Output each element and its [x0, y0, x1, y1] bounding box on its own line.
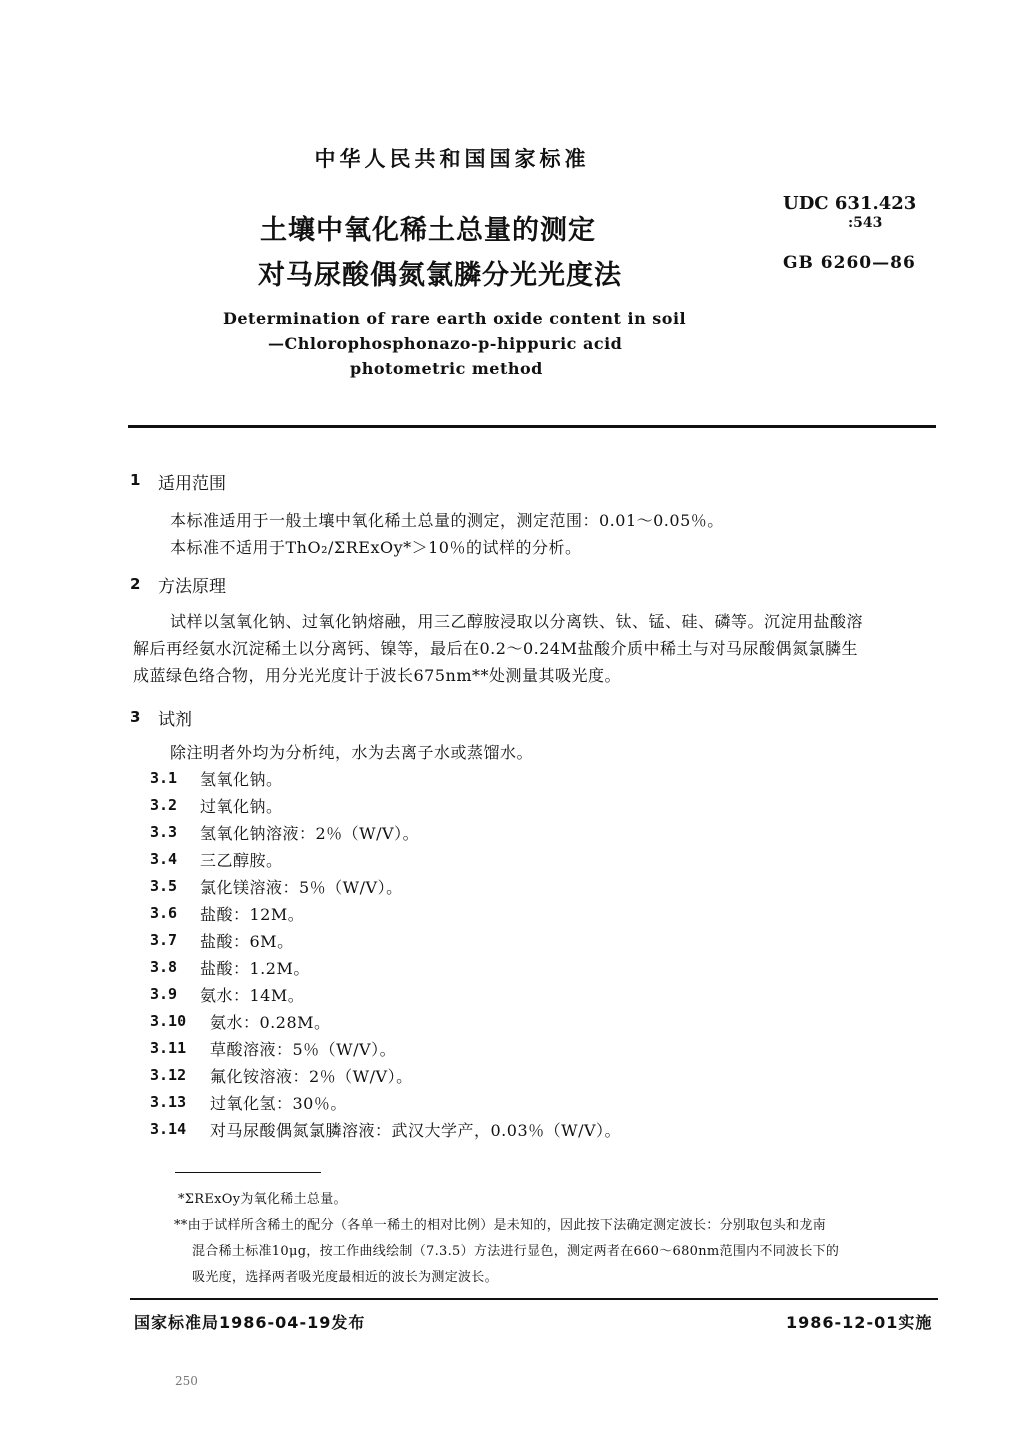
reagent-number: 3.7: [150, 931, 178, 949]
reagent-number: 3.11: [150, 1039, 187, 1057]
reagent-text: 过氧化钠。: [200, 797, 283, 816]
reagent-text: 三乙醇胺。: [200, 851, 283, 870]
footnote-divider: [175, 1172, 321, 1173]
section-2-title: 方法原理: [158, 577, 226, 597]
footer-divider: [130, 1298, 938, 1300]
reagent-text: 氯化镁溶液：5％（W/V）。: [200, 878, 403, 897]
reagent-number: 3.10: [150, 1012, 187, 1030]
reagent-text: 过氧化氢：30％。: [210, 1094, 347, 1113]
national-standard-heading: 中华人民共和国国家标准: [314, 147, 590, 171]
section-1-number: 1: [130, 471, 141, 489]
footnote-1: *ΣRExOy为氧化稀土总量。: [178, 1192, 347, 1207]
reagent-number: 3.5: [150, 877, 178, 895]
footnote-2-line3: 吸光度，选择两者吸光度最相近的波长为测定波长。: [192, 1270, 498, 1285]
reagent-number: 3.12: [150, 1066, 187, 1084]
title-en-line2: —Chlorophosphonazo-p-hippuric acid: [268, 334, 623, 353]
reagent-text: 盐酸：1.2M。: [200, 959, 310, 978]
gb-code: GB 6260—86: [783, 253, 916, 273]
section-2-line3: 成蓝绿色络合物，用分光光度计于波长675nm**处测量其吸光度。: [133, 666, 622, 685]
reagent-number: 3.1: [150, 769, 178, 787]
reagent-text: 氨水：0.28M。: [210, 1013, 331, 1032]
page-number: 250: [175, 1374, 198, 1388]
section-3-number: 3: [130, 708, 141, 726]
section-2-number: 2: [130, 575, 141, 593]
title-en-line3: photometric method: [350, 359, 543, 378]
reagent-text: 氟化铵溶液：2％（W/V）。: [210, 1067, 413, 1086]
udc-sub: :543: [848, 215, 883, 231]
reagent-text: 盐酸：12M。: [200, 905, 305, 924]
section-1-line2: 本标准不适用于ThO₂/ΣRExOy*＞10％的试样的分析。: [170, 538, 582, 557]
reagent-text: 草酸溶液：5％（W/V）。: [210, 1040, 397, 1059]
reagent-number: 3.4: [150, 850, 178, 868]
title-cn-line1: 土壤中氧化稀土总量的测定: [260, 215, 596, 246]
reagent-text: 氢氧化钠溶液：2％（W/V）。: [200, 824, 420, 843]
effective-date: 1986-12-01实施: [786, 1313, 933, 1332]
reagent-text: 氢氧化钠。: [200, 770, 283, 789]
title-cn-line2: 对马尿酸偶氮氯膦分光光度法: [258, 260, 622, 291]
reagent-number: 3.8: [150, 958, 178, 976]
reagent-number: 3.2: [150, 796, 178, 814]
header-divider: [128, 425, 936, 428]
section-3-intro: 除注明者外均为分析纯，水为去离子水或蒸馏水。: [170, 743, 534, 762]
reagent-text: 盐酸：6M。: [200, 932, 294, 951]
section-2-line1: 试样以氢氧化钠、过氧化钠熔融，用三乙醇胺浸取以分离铁、钛、锰、硅、磷等。沉淀用盐酸溶: [170, 612, 864, 631]
reagent-number: 3.13: [150, 1093, 187, 1111]
reagent-text: 对马尿酸偶氮氯膦溶液：武汉大学产，0.03％（W/V）。: [210, 1121, 622, 1140]
reagent-number: 3.14: [150, 1120, 187, 1138]
section-2-line2: 解后再经氨水沉淀稀土以分离钙、镍等，最后在0.2～0.24M盐酸介质中稀土与对马尿酸偶氮氯膦生: [133, 639, 858, 658]
footnote-2-line1: **由于试样所含稀土的配分（各单一稀土的相对比例）是未知的，因此按下法确定测定波长：分别取包头和龙南: [174, 1218, 827, 1233]
issue-date: 国家标准局1986-04-19发布: [134, 1313, 366, 1332]
reagent-text: 氨水：14M。: [200, 986, 305, 1005]
footnote-2-line2: 混合稀土标准10μg，按工作曲线绘制（7.3.5）方法进行显色，测定两者在660～680nm范围内不同波长下的: [192, 1244, 840, 1259]
reagent-number: 3.3: [150, 823, 178, 841]
reagent-number: 3.9: [150, 985, 178, 1003]
section-3-title: 试剂: [158, 710, 192, 730]
title-en-line1: Determination of rare earth oxide content in soil: [223, 309, 687, 328]
section-1-title: 适用范围: [158, 474, 226, 494]
section-1-line1: 本标准适用于一般土壤中氧化稀土总量的测定，测定范围：0.01～0.05％。: [170, 511, 724, 530]
reagent-number: 3.6: [150, 904, 178, 922]
udc-label: UDC 631.423: [783, 193, 917, 214]
